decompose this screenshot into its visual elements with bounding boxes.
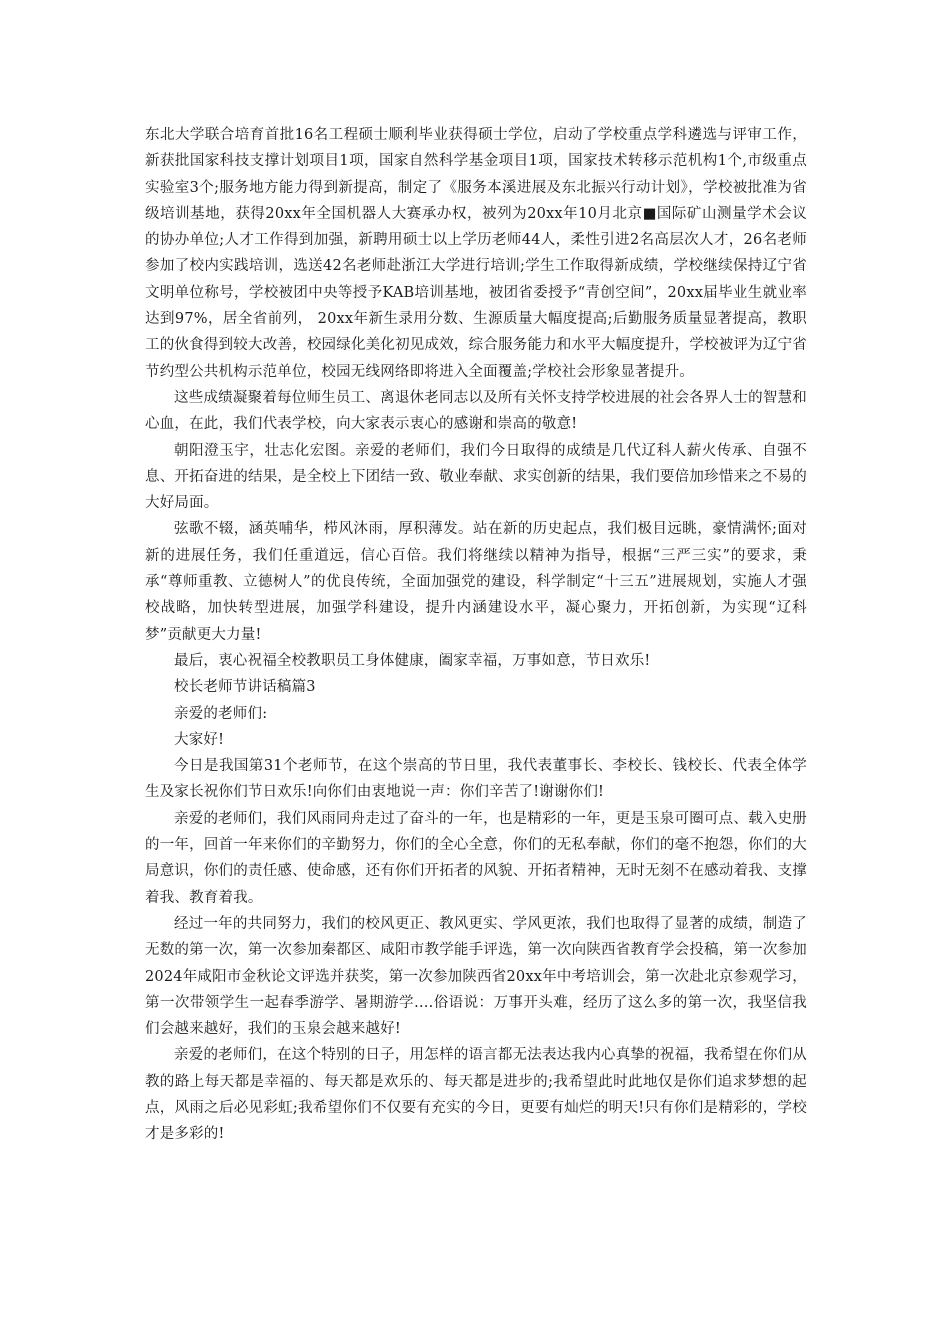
salutation: 亲爱的老师们: (174, 705, 268, 722)
paragraph-teachers-day: 今日是我国第31个老师节，在这个崇高的节日里，我代表董事长、李校长、钱校长、代表全体学生及家长祝你们节日欢乐!向你们由衷地说一声：你们辛苦了!谢谢你们! (145, 758, 807, 801)
document-body (145, 122, 807, 1148)
paragraph-morning-sun: 朝阳澄玉宇，壮志化宏图。亲爱的老师们，我们今日取得的成绩是几代辽科人薪火传承、自强不息、开拓奋进的结果，是全校上下团结一致、敬业奉献、求实创新的结果，我们要倍加珍惜来之不易的大好局面。 (145, 442, 807, 512)
paragraph-hopes: 亲爱的老师们，在这个特别的日子，用怎样的语言都无法表达我内心真挚的祝福，我希望在你们从教的路上每天都是幸福的、每天都是欢乐的、每天都是进步的;我希望此时此地仅是你们追求梦想的起点，风雨之后必见彩虹;我希望你们不仅要有充实的今日，更要有灿烂的明天!只有你们是精彩的，学校才是多彩的! (145, 1047, 807, 1143)
paragraph-achievements: 东北大学联合培育首批16名工程硕士顺利毕业获得硕士学位，启动了学校重点学科遴选与评审工作，新获批国家科技支撑计划项目1项，国家自然科学基金项目1项，国家技术转移示范机构1个,市级重点实验室3个;服务地方能力得到新提高，制定了《服务本溪进展及东北振兴行动计划》，学校被批准为省级培训基地，获得20xx年全国机器人大赛承办权，被列为20xx年10月北京■国际矿山测量学术会议的协办单位;人才工作得到加强，新聘用硕士以上学历老师44人，柔性引进2名高层次人才，26名老师参加了校内实践培训，选送42名老师赴浙江大学进行培训;学生工作取得新成绩，学校继续保持辽宁省文明单位称号，学校被团中央等授予KAB培训基地，被团省委授予“青创空间”，20xx届毕业生就业率达到97%，居全省前列， 20xx年新生录用分数、生源质量大幅度提高;后勤服务质量显著提高，教职工的伙食得到较大改善，校园绿化美化初见成效，综合服务能力和水平大幅度提升，学校被评为辽宁省节约型公共机构示范单位，校园无线网络即将进入全面覆盖;学校社会形象显著提升。 (145, 127, 807, 380)
section-heading: 校长老师节讲话稿篇3 (174, 679, 316, 696)
paragraph-thanks: 这些成绩凝聚着每位师生员工、离退休老同志以及所有关怀支持学校进展的社会各界人士的智慧和心血，在此，我们代表学校，向大家表示衷心的感谢和崇高的敬意! (145, 389, 807, 433)
paragraph-first-times: 经过一年的共同努力，我们的校风更正、教风更实、学风更浓，我们也取得了显著的成绩，制造了无数的第一次，第一次参加秦都区、咸阳市教学能手评选，第一次向陕西省教育学会投稿，第一次参加2024年咸阳市金秋论文评选并获奖，第一次参加陕西省20xx年中考培训会，第一次赴北京参观学习，第一次带领学生一起春季游学、暑期游学….俗语说：万事开头难，经历了这么多的第一次，我坚信我们会越来越好，我们的玉泉会越来越好! (145, 915, 807, 1038)
paragraph-new-starting-point: 弦歌不辍，涵英哺华，栉风沐雨，厚积薄发。站在新的历史起点，我们极目远眺，豪情满怀;面对新的进展任务，我们任重道远，信心百倍。我们将继续以精神为指导，根据“三严三实”的要求，秉承“尊师重教、立德树人”的优良传统，全面加强党的建设，科学制定“十三五”进展规划，实施人才强校战略，加快转型进展，加强学科建设，提升内涵建设水平，凝心聚力，开拓创新，为实现“辽科梦”贡献更大力量! (145, 521, 807, 643)
paragraph-year-review: 亲爱的老师们，我们风雨同舟走过了奋斗的一年，也是精彩的一年，更是玉泉可圈可点、载入史册的一年，回首一年来你们的辛勤努力，你们的全心全意，你们的无私奉献，你们的毫不抱怨，你们的大局意识，你们的责任感、使命感，还有你们开拓者的风貌、开拓者精神，无时无刻不在感动着我、支撑着我、教育着我。 (145, 810, 807, 906)
greeting: 大家好! (174, 731, 225, 748)
paragraph-closing-wishes: 最后，衷心祝福全校教职员工身体健康，阖家幸福，万事如意，节日欢乐! (174, 652, 651, 669)
